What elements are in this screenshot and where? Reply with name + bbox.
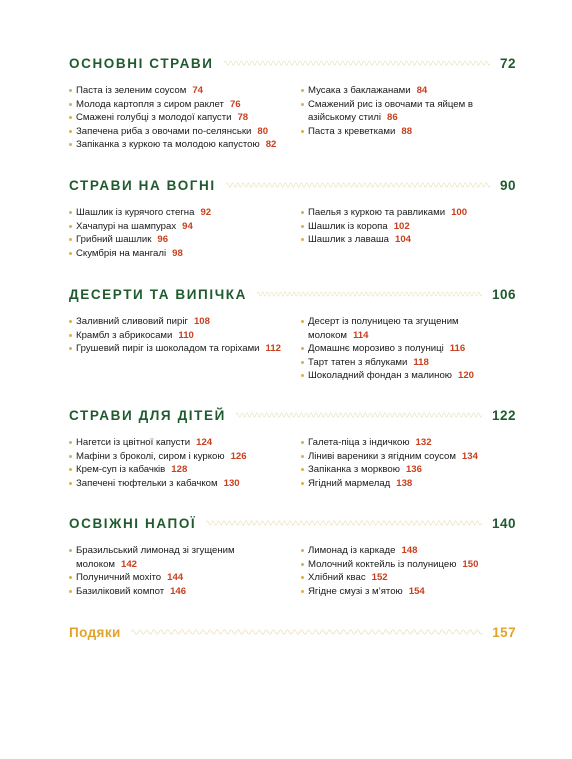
toc-entry[interactable] [301,558,516,572]
entry-page-number: 74 [192,85,203,96]
entry-title: Тарт татен з яблуками [308,356,408,368]
toc-entry[interactable] [301,436,516,450]
entry-title: Паста з креветками [308,125,396,137]
entry-page-number: 82 [265,139,277,151]
toc-entry[interactable] [69,111,284,125]
entry-title: Молода картопля з сиром раклет [76,98,224,110]
toc-entry[interactable] [69,84,284,98]
section-page-number: 140 [491,515,516,531]
toc-entry[interactable] [301,356,516,370]
toc-entry[interactable] [69,138,284,152]
entry-title: Хлібний квас [308,572,366,584]
toc-entry[interactable] [301,463,516,477]
entry-page-number: 154 [408,585,425,597]
toc-entry[interactable] [69,315,284,329]
column-left [69,544,284,598]
entry-page-number: 124 [196,437,213,448]
entry-title: Грушевий пиріг із шоколадом та горіхами [76,343,260,355]
section-title: ДЕСЕРТИ ТА ВИПІЧКА [69,286,247,302]
entry-title: Запечена риба з овочами по-селянськи [76,125,252,137]
section-heading [69,53,516,73]
entry-title: Десерт із полуницею та згущеним молоком [308,316,459,341]
entry-title: Шоколадний фондан з малиною [308,370,452,382]
entry-title: Крамбл з абрикосами [76,329,173,341]
toc-entry[interactable] [301,315,516,342]
toc-entry[interactable] [69,544,284,571]
toc-section-grill [69,175,516,259]
toc-entry[interactable] [301,544,516,558]
thanks-title: Подяки [69,624,121,640]
entry-title: Паста із зеленим соусом [76,85,187,96]
toc-entry[interactable] [69,463,284,477]
wave-divider [224,59,490,67]
toc-entry[interactable] [69,98,284,112]
toc-entry[interactable] [69,247,284,261]
wave-divider [226,181,490,189]
entry-page-number: 102 [393,220,410,232]
column-left [69,436,284,490]
entry-page-number: 100 [451,207,468,218]
entry-title: Смажені голубці з молодої капусти [76,112,232,124]
column-left [69,84,284,152]
section-heading [69,284,516,304]
entry-page-number: 118 [413,356,429,368]
entry-title: Смажений рис із овочами та яйцем в азійському стилі [308,98,473,124]
entry-page-number: 108 [193,316,210,327]
section-heading [69,405,516,425]
column-left [69,315,284,356]
entry-title: Заливний сливовий пиріг [76,316,188,327]
section-page-number: 106 [491,286,516,302]
toc-entry[interactable] [69,450,284,464]
section-heading [69,513,516,533]
entry-page-number: 148 [401,545,418,556]
entry-title: Хачапурі на шампурах [76,220,177,232]
entry-page-number: 76 [229,98,241,110]
section-heading [69,175,516,195]
entry-page-number: 86 [387,112,398,124]
thanks-heading [69,622,516,642]
entry-title: Домашнє морозиво з полуниці [308,343,444,355]
entry-page-number: 84 [416,85,428,96]
wave-divider [236,411,482,419]
entry-page-number: 96 [157,234,169,246]
entry-page-number: 94 [182,220,193,232]
toc-entry[interactable] [301,477,516,491]
entry-page-number: 112 [265,343,282,355]
toc-section-kids [69,405,516,489]
toc-entry[interactable] [69,206,284,220]
section-title: ОСНОВНІ СТРАВИ [69,55,214,71]
entry-page-number: 78 [237,112,249,124]
column-right [301,315,516,383]
column-right [301,206,516,247]
toc-entry[interactable] [69,585,284,599]
entry-title: Бразильський лимонад зі згущеним молоком [76,545,235,570]
section-title: СТРАВИ ДЛЯ ДІТЕЙ [69,407,226,423]
entry-page-number: 110 [178,329,194,341]
toc-entry[interactable] [69,125,284,139]
entry-page-number: 150 [462,558,479,570]
entry-title: Полуничний мохіто [76,572,162,584]
entry-page-number: 152 [371,572,388,584]
toc-section-main-dishes [69,53,516,151]
entry-title: Запіканка з морквою [308,464,400,476]
entry-page-number: 104 [395,234,412,246]
entry-title: Шашлик із коропа [308,220,388,232]
entry-title: Запіканка з куркою та молодою капустою [76,139,260,151]
toc-entry[interactable] [301,220,516,234]
entry-page-number: 92 [200,207,212,218]
entry-page-number: 128 [171,464,188,476]
entry-title: Паелья з куркою та равликами [308,207,446,218]
toc-entry[interactable] [301,450,516,464]
toc-section-desserts [69,284,516,382]
entry-title: Ягідне смузі з м’ятою [308,585,403,597]
entry-title: Лимонад із каркаде [308,545,396,556]
toc-entry[interactable] [69,329,284,343]
entry-title: Шашлик з лаваша [308,234,389,246]
entry-page-number: 88 [401,125,413,137]
entry-title: Нагетси із цвітної капусти [76,437,191,448]
entry-page-number: 98 [172,247,183,259]
toc-entry[interactable] [69,477,284,491]
toc-entry[interactable] [301,585,516,599]
entry-page-number: 126 [230,450,247,462]
entry-title: Мусака з баклажанами [308,85,411,96]
section-page-number: 90 [499,177,516,193]
toc-entry[interactable] [69,342,284,356]
entry-title: Грибний шашлик [76,234,152,246]
column-right [301,84,516,138]
entry-title: Шашлик із курячого стегна [76,207,195,218]
entry-page-number: 142 [121,558,138,570]
toc-entry[interactable] [301,342,516,356]
entry-page-number: 136 [405,464,422,476]
toc-entry[interactable] [69,571,284,585]
entry-title: Ліниві вареники з ягідним соусом [308,450,456,462]
toc-section-drinks [69,513,516,597]
entry-page-number: 114 [353,329,369,341]
toc-entry[interactable] [301,233,516,247]
toc-entry[interactable] [301,206,516,220]
toc-thanks [69,622,516,642]
column-right [301,436,516,490]
column-right [301,544,516,598]
toc-entry[interactable] [301,98,516,125]
entry-page-number: 138 [396,477,413,489]
entry-title: Галета-піца з індичкою [308,437,410,448]
toc-entry[interactable] [301,369,516,383]
wave-divider [131,628,483,636]
wave-divider [257,290,482,298]
entry-page-number: 80 [257,125,269,137]
toc-entry[interactable] [69,233,284,247]
toc-entry[interactable] [301,571,516,585]
section-title: СТРАВИ НА ВОГНІ [69,177,216,193]
toc-entry[interactable] [69,220,284,234]
entry-page-number: 132 [415,437,432,448]
entry-title: Запечені тюфтельки з кабачком [76,477,218,489]
entry-title: Базиліковий компот [76,585,165,597]
entry-page-number: 120 [457,370,474,382]
entry-page-number: 146 [170,585,187,597]
toc-entry[interactable] [69,436,284,450]
entry-page-number: 116 [449,343,466,355]
column-left [69,206,284,260]
entry-title: Мафіни з броколі, сиром і куркою [76,450,225,462]
entry-page-number: 144 [167,572,184,584]
entry-title: Молочний коктейль із полуницею [308,558,457,570]
entry-page-number: 134 [461,450,478,462]
toc-entry[interactable] [301,125,516,139]
section-page-number: 72 [499,55,516,71]
section-title: ОСВІЖНІ НАПОЇ [69,515,197,531]
toc-entry[interactable] [301,84,516,98]
entry-page-number: 130 [223,477,240,489]
entry-title: Ягідний мармелад [308,477,391,489]
thanks-page-number: 157 [492,624,516,640]
entry-title: Крем-суп із кабачків [76,464,166,476]
wave-divider [206,519,482,527]
section-page-number: 122 [491,407,516,423]
entry-title: Скумбрія на мангалі [76,247,167,259]
